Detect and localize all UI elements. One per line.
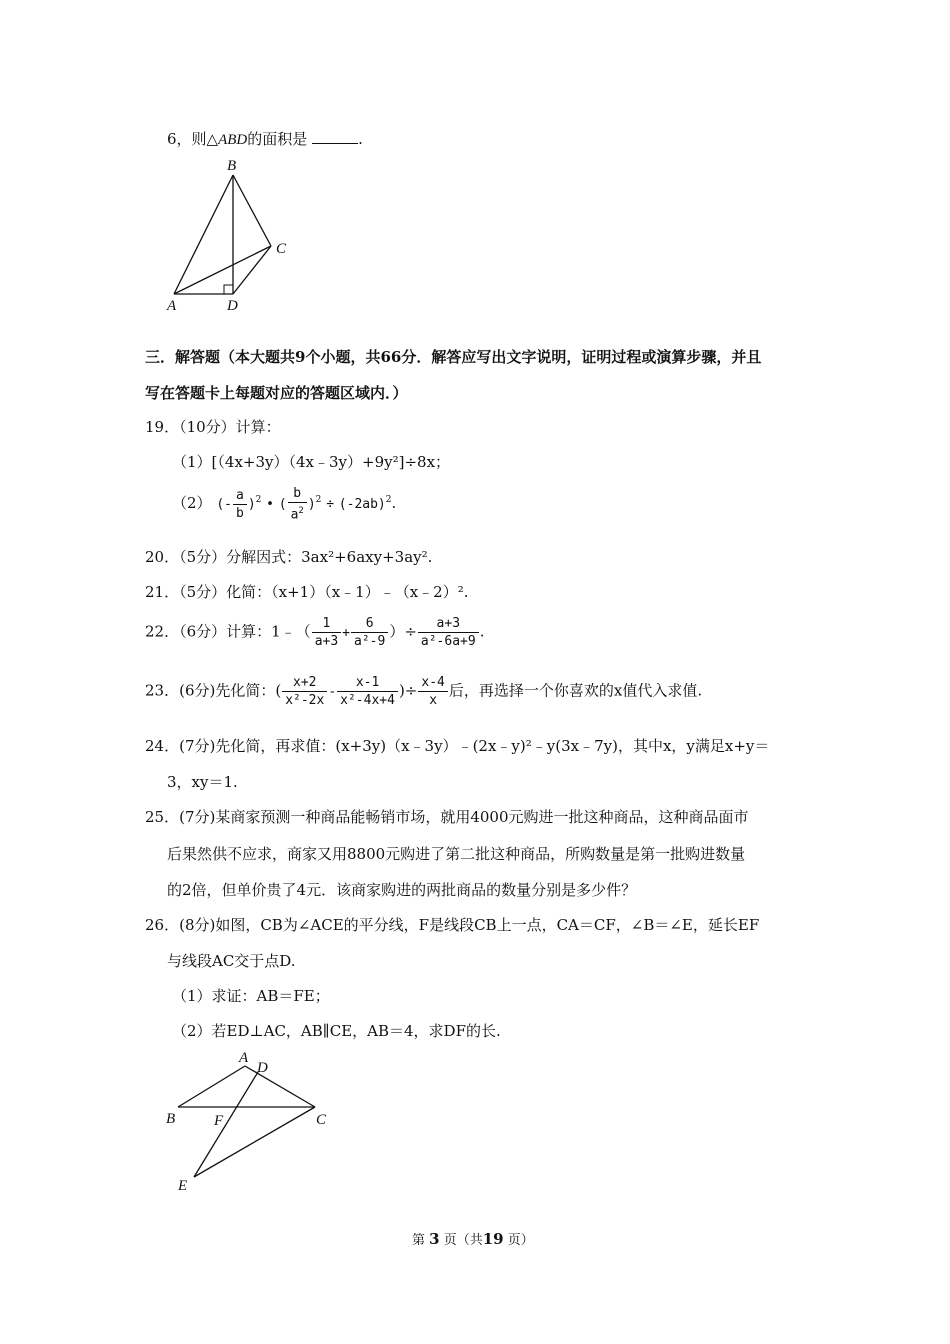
q24-line2: 3，xy＝1. (167, 773, 238, 791)
q19-part1: （1）[（4x+3y）（4x﹣3y）+9y²]÷8x； (172, 453, 451, 471)
section-3-heading-line1: 三．解答题（本大题共9个小题，共66分．解答应写出文字说明，证明过程或演算步骤，并且 (145, 348, 762, 366)
q19-head: 19．（10分）计算： (145, 418, 281, 436)
q20: 20．（5分）分解因式：3ax²+6axy+3ay². (145, 548, 433, 566)
q21: 21．（5分）化简：（x+1）（x﹣1）﹣（x﹣2）². (145, 583, 469, 601)
q26-part2: （2）若ED⊥AC，AB∥CE，AB＝4，求DF的长. (172, 1022, 501, 1040)
edge-ed (194, 1072, 258, 1177)
edge-ab (178, 1066, 245, 1107)
q24-line1: 24．(7分)先化简，再求值：(x+3y)（x﹣3y）﹣(2x﹣y)²﹣y(3x﹣7y)，其中x，y满足x+y＝ (145, 737, 770, 755)
q26-line1: 26．(8分)如图，CB为∠ACE的平分线，F是线段CB上一点，CA＝CF，∠B＝∠E，延长EF (145, 916, 760, 934)
q23: 23．(6分)先化简：( $\frac{x+2}{\text{x²-2x}}$ - $\frac{x-1}{\text{x²-4x+4}}$ )÷ $\frac{x-4}{x}$ 后，再选择一个你喜欢的x值代入求值. (145, 675, 703, 708)
edge-ac (174, 246, 271, 294)
label-c: C (276, 241, 287, 257)
edge-ce (194, 1107, 315, 1177)
page-footer: 第 3 页（共19 页） (412, 1230, 534, 1248)
q26-figure (160, 1045, 340, 1200)
label-c: C (316, 1112, 327, 1128)
label-d: D (227, 298, 238, 314)
right-angle-mark (224, 285, 233, 294)
q25-line2: 后果然供不应求，商家又用8800元购进了第二批这种商品，所购数量是第一批购进数量 (167, 845, 746, 863)
label-f: F (214, 1113, 224, 1129)
section-3-heading-line2: 写在答题卡上每题对应的答题区域内．） (145, 384, 408, 402)
q26-part1: （1）求证：AB＝FE； (172, 987, 330, 1005)
label-a: A (167, 298, 177, 314)
q19-part2: （2） (- $\frac{a}{b}$ )$^2$ • ( $\frac{b}{a^2}$ )$^2 \div (-2ab)^2$. (172, 486, 397, 523)
label-e: E (178, 1178, 188, 1194)
label-b: B (227, 158, 237, 174)
label-d: D (257, 1060, 268, 1076)
edge-ab (174, 175, 233, 294)
label-b: B (166, 1111, 176, 1127)
q18-tail: 6，则△ABD的面积是 . (167, 130, 363, 148)
q22: 22．（6分）计算：1﹣（ $\frac{1}{a+3}$ + $\frac{6}{\text{a²-9}}$ ）÷ $\frac{a+3}{\text{a²-6a+9}}$ . (145, 616, 485, 649)
label-a: A (239, 1050, 249, 1066)
edge-cd (233, 246, 271, 294)
edge-bc (233, 175, 271, 246)
q25-line3: 的2倍，但单价贵了4元．该商家购进的两批商品的数量分别是多少件？ (167, 881, 637, 899)
edge-ac (245, 1066, 315, 1107)
q26-line2: 与线段AC交于点D. (167, 952, 296, 970)
q25-line1: 25．(7分)某商家预测一种商品能畅销市场，就用4000元购进一批这种商品，这种商品面市 (145, 808, 749, 826)
answer-blank (312, 129, 358, 144)
triangle-abd-figure (160, 150, 300, 320)
